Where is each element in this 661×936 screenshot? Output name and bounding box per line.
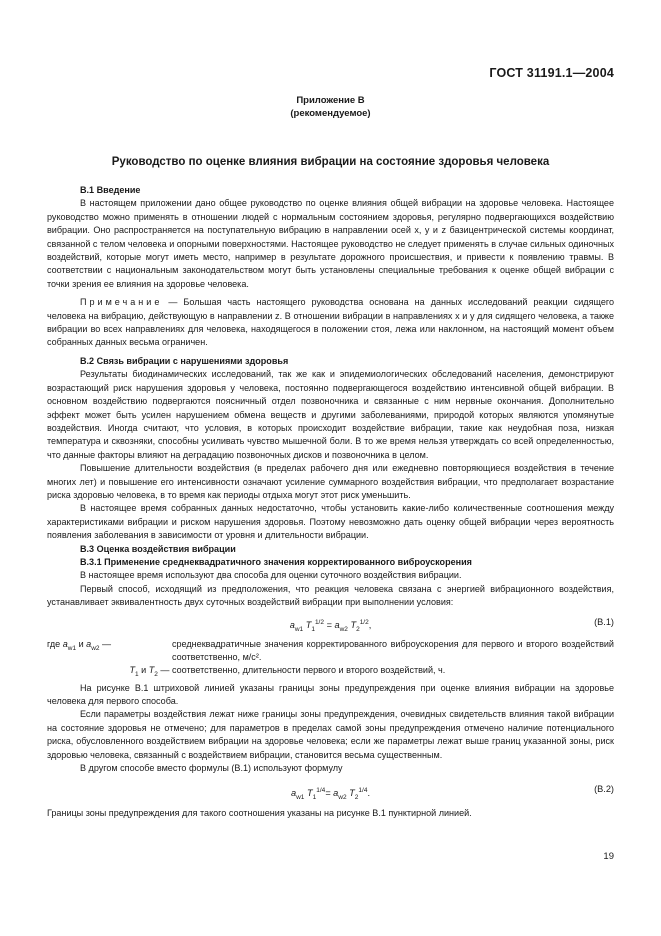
annex-status: (рекомендуемое) (290, 108, 371, 119)
subsection-heading-b31: В.3.1 Применение среднеквадратичного значения корректированного виброускорения (80, 556, 472, 567)
paragraph: Результаты биодинамических исследований, так же как и эпидемиологических обследований населения, демонстрируют возрастающий риск нарушения здоровья у человека, постоянно подвергающегося воздействию интенсивной общей вибрации. В основном воздействию подвергаются поясничный отдел позвоночника и связанные с ним нервные окончания. Дополнительно эффект может быть усилен нарушением обмена веществ и другими заболеваниями, природой которых являются упомянутые воздействия. Иногда считают, что условия, в которых происходит воздействие вибрации, такие как неудобная поза, низкая температура и сквозняки, способны усиливать чувство мышечной боли. В то же время нельзя утверждать со всей определенностью, что данные факторы влияют на деградацию позвоночных дисков и позвоночника в целом. (47, 369, 614, 460)
section-heading-b2: В.2 Связь вибрации с нарушениями здоровья (80, 355, 289, 366)
annex-label: Приложение В (296, 95, 365, 106)
paragraph: В настоящем приложении дано общее руководство по оценке влияния общей вибрации на здоровье человека. Настоящее руководство можно применять в отношении людей с нормальным состоянием здоровья, регулярно подвергающихся воздействию вибрации. Оно распространяется на поступательную вибрацию в направлении осей x, y и z базицентрической системы координат, связанной с телом человека и опорными поверхностями. Настоящее руководство не следует применять в случае сильных одиночных воздействий, которые могут иметь место, например в результате дорожного происшествия, и привести к появлению травмы. В соответствии с национальным законодательством могут быть установлены специальные требования к оценке общей вибрации с точки зрения ее влияния на здоровье человека. (47, 198, 614, 289)
paragraph: На рисунке В.1 штриховой линией указаны границы зоны предупреждения при оценке влияния вибрации на здоровье человека для первого способа. (47, 682, 614, 707)
section-heading-b1: В.1 Введение (80, 185, 141, 195)
note-label: Примечание (80, 297, 163, 308)
standard-number: ГОСТ 31191.1—2004 (489, 66, 614, 80)
page-number: 19 (603, 851, 614, 862)
legend-desc: среднеквадратичные значения корректированного виброускорения для первого и второго воздействий соответственно, м/с². (172, 638, 614, 662)
legend-row (47, 638, 614, 665)
legend-row (47, 664, 614, 681)
legend-key: $T_1$ и $T_2$ — (129, 665, 172, 679)
formula-expression: $a_{w1}$ $T_1^{1/4}= a_{w2}$ $T_2^{1/4}$. (290, 786, 371, 801)
paragraph: Повышение длительности воздействия (в пределах рабочего дня или ежедневно повторяющиеся воздействия в течение многих лет) и повышение его интенсивности означают усиление суммарного воздействия вибрации, что предполагает возрастание риска здоровью человека, в то время как периоды отдыха могут этот риск уменьшить. (47, 463, 614, 500)
paragraph: В настоящее время собранных данных недостаточно, чтобы установить какие-либо количественные соотношения между характеристиками вибрации и риском нарушения здоровья. Поэтому невозможно дать оценку общей вибрации через вероятность появления заболевания в зависимости от уровня и длительности вибрации. (47, 503, 614, 541)
paragraph: В другом способе вместо формулы (В.1) используют формулу (80, 763, 343, 774)
document-body (47, 184, 614, 821)
paragraph: Если параметры воздействия лежат ниже границы зоны предупреждения, очевидных свидетельств влияния такой вибрации на состояние здоровья не отмечено; для параметров в пределах самой зоны предупреждения отмечено наличие потенциального риска, обусловленного воздействием вибрации на здоровье человека; если же параметры лежат выше границ указанной зоны, риск здоровью человека, связанный с воздействием вибрации, становится весьма существенным. (47, 709, 614, 760)
formula-b2 (47, 783, 614, 801)
legend-desc: соответственно, длительности первого и второго воздействий, ч. (172, 665, 446, 676)
paragraph: В настоящее время используют два способа для оценки суточного воздействия вибрации. (80, 570, 462, 581)
note-text: — Большая часть настоящего руководства основана на данных исследований реакции сидящего человека на вибрацию, действующую в направлении z. В отношении вибрации в направлениях x и y для сидящего человека, а также вибрации во всех направлениях для человека, находящегося в положении стоя, лежа или наклонном, на настоящий момент объем собранных данных весьма ограничен. (47, 297, 614, 348)
formula-expression: $a_{w1}$ $T_1^{1/2} = a_{w2}$ $T_2^{1/2}$, (289, 618, 372, 633)
formula-number: (В.1) (594, 616, 614, 627)
section-heading-b3: В.3 Оценка воздействия вибрации (80, 543, 236, 554)
formula-b1 (47, 616, 614, 633)
paragraph: Первый способ, исходящий из предположения, что реакция человека связана с энергией вибрационного воздействия, устанавливает эквивалентность двух суточных воздействий вибрации при выполнении условия: (47, 583, 614, 608)
legend-key: где $a_{w1}$ и $a_{w2}$ — (47, 638, 114, 652)
formula-legend (47, 638, 614, 682)
formula-number: (В.2) (594, 784, 614, 795)
note (47, 296, 614, 350)
document-title: Руководство по оценке влияния вибрации на состояние здоровья человека (111, 156, 550, 168)
paragraph: Границы зоны предупреждения для такого соотношения указаны на рисунке В.1 пунктирной линией. (47, 808, 472, 819)
